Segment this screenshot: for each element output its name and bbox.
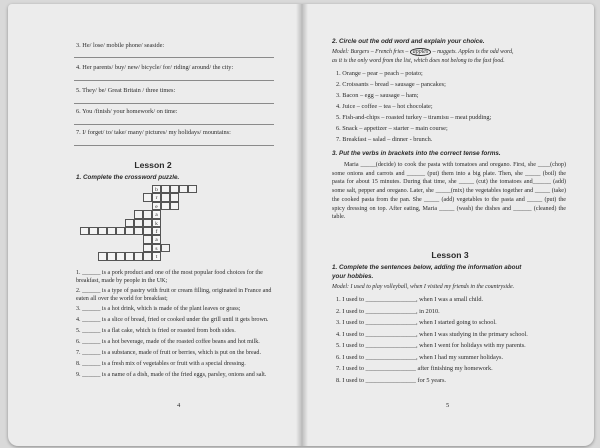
odd-word-model — [332, 48, 514, 56]
tense-instruction: 3. Put the verbs in brackets into the correct tense forms. — [332, 150, 501, 157]
lesson-2-title: Lesson 2 — [134, 160, 172, 170]
odd-item-5: 5. Fish-and-chips – roasted turkey – tiramisu – meat pudding; — [336, 114, 492, 121]
sentence-1 — [336, 296, 483, 303]
crossword-cell — [143, 193, 152, 201]
sentence-blank: ________________ — [363, 307, 416, 315]
crossword-cell — [134, 219, 143, 227]
sentence-4 — [336, 331, 528, 338]
crossword-cell — [161, 193, 170, 201]
sentence-end: , when I started going to school. — [415, 319, 497, 326]
crossword-cell — [188, 185, 197, 193]
sentence-end: , when I had my summer holidays. — [415, 353, 504, 361]
crossword-cell — [170, 202, 179, 210]
prompt-3: 3. He/ lose/ mobile phone/ seaside: — [76, 42, 165, 49]
crossword-key-cell: e — [152, 202, 161, 210]
sentence-blank: ________________ — [363, 330, 416, 338]
crossword-key-cell: a — [152, 210, 161, 218]
crossword-cell — [143, 244, 152, 252]
odd-item-6: 6. Snack – appetizer – starter – main course; — [336, 125, 448, 132]
crossword-cell — [80, 227, 89, 235]
crossword-cell — [134, 252, 143, 260]
sentence-blank: ________________ — [363, 353, 416, 361]
sentence-start: 2. I used to — [336, 307, 364, 315]
crossword-cell — [143, 219, 152, 227]
sentence-5 — [336, 342, 526, 349]
sentence-end: , when I went for holidays with my parents. — [415, 342, 526, 349]
odd-word-instruction: 2. Circle out the odd word and explain your choice. — [332, 38, 485, 45]
crossword-cell — [107, 252, 116, 260]
crossword-cell — [161, 244, 170, 252]
crossword-cell — [143, 252, 152, 260]
page-number-left: 4 — [177, 402, 181, 409]
sentence-end: after finishing my homework. — [415, 365, 493, 372]
crossword-cell — [116, 227, 125, 235]
tense-paragraph: Maria _____(decide) to cook the pasta with tomatoes and oregano. First, she ____(chop) some onions and carrots and ______ (put) them into a big plate. Then, she _____ (boil) the pasta for about 15 minutes. During that time, she _____ (cut) the tomatoes and______ (add) some salt, pepper and oregano. Later, she _____(mix) the vegetables together and _____ (take) the cooked pasta from the pan. She _____ (add) vegetables to the pasta and _____ (put) the spicy dressing on top. After eating, Maria _____ (wash) the dishes and ______ (cleaned) the table. — [332, 162, 566, 221]
model-text: – nuggets. Apples is the odd word, — [432, 49, 514, 55]
circled-word: apples — [410, 48, 431, 56]
crossword-key-cell: r — [152, 193, 161, 201]
sentence-blank: ________________ — [363, 319, 416, 326]
hobbies-instruction-line1: 1. Complete the sentences below, adding the information about — [332, 264, 522, 271]
crossword-cell — [161, 202, 170, 210]
crossword-instruction: 1. Complete the crossword puzzle. — [76, 174, 180, 181]
model-label: Model: — [332, 49, 350, 55]
sentence-start: 5. I used to — [336, 342, 364, 349]
clue-6: 6. ______ is a hot beverage, made of the roasted coffee beans and hot milk. — [76, 339, 260, 345]
sentence-6 — [336, 354, 503, 361]
sentence-2 — [336, 308, 440, 315]
crossword-key-cell: f — [152, 227, 161, 235]
odd-item-3: 3. Bacon – egg – sausage – ham; — [336, 92, 419, 99]
sentence-start: 3. I used to — [336, 319, 364, 326]
crossword-key-cell: a — [152, 235, 161, 243]
crossword-cell — [98, 227, 107, 235]
sentence-blank: ________________ — [363, 296, 416, 303]
sentence-start: 7. I used to — [336, 365, 364, 372]
answer-line — [74, 80, 274, 81]
crossword-cell — [134, 210, 143, 218]
sentence-7 — [336, 365, 493, 372]
odd-item-4: 4. Juice – coffee – tea – hot chocolate; — [336, 103, 433, 110]
page-number-right: 5 — [446, 402, 450, 409]
crossword-cell — [89, 227, 98, 235]
answer-line — [74, 124, 274, 125]
answer-line — [74, 57, 274, 58]
clue-9: 9. ______ is a name of a dish, made of the fried eggs, parsley, onions and salt. — [76, 372, 267, 378]
hobbies-instruction-line2: your hobbies. — [332, 273, 374, 280]
clue-5: 5. ______ is a flat cake, which is fried or roasted from both sides. — [76, 328, 236, 334]
sentence-end: , in 2010. — [415, 307, 440, 315]
sentence-blank: ________________ — [363, 376, 416, 384]
clue-2: 2. ______ is a type of pastry with fruit or cream filling, originated in France and eaten all over the world for breakfast; — [76, 288, 272, 303]
sentence-start: 4. I used to — [336, 330, 364, 338]
clue-4: 4. ______ is a slice of bread, fried or cooked under the grill until it gets brown. — [76, 317, 269, 323]
crossword-key-cell: s — [152, 244, 161, 252]
right-page — [306, 4, 594, 446]
sentence-start: 1. I used to — [336, 296, 364, 303]
prompt-7: 7. I/ forget/ to/ take/ many/ pictures/ my holidays/ mountains: — [76, 129, 231, 136]
sentence-start: 8. I used to — [336, 376, 364, 384]
lesson-3-title: Lesson 3 — [431, 250, 469, 260]
sentence-end: , when I was a small child. — [415, 296, 484, 303]
model-text: Burgers – French fries – — [350, 49, 409, 55]
prompt-6: 6. You /finish/ your homework/ on time: — [76, 108, 178, 115]
crossword-cell — [161, 185, 170, 193]
sentence-end: for 5 years. — [415, 376, 447, 384]
odd-item-7: 7. Breakfast – salad – dinner - brunch. — [336, 136, 433, 143]
crossword-key-cell: t — [152, 252, 161, 260]
odd-item-2: 2. Croissants – bread – sausage – pancakes; — [336, 81, 446, 88]
odd-item-1: 1. Orange – pear – peach – potato; — [336, 70, 423, 77]
hobbies-model: Model: I used to play volleyball, when I visited my friends in the countryside. — [332, 284, 515, 290]
sentence-8 — [336, 377, 446, 384]
crossword-key-cell: k — [152, 219, 161, 227]
crossword-cell — [107, 227, 116, 235]
clue-8: 8. ______ is a fresh mix of vegetables or fruit with a special dressing. — [76, 361, 246, 367]
crossword-cell — [179, 185, 188, 193]
crossword-cell — [125, 227, 134, 235]
clue-1: 1. ______ is a pork product and one of the most popular food choices for the breakfast, made by people in the UK; — [76, 270, 263, 285]
clue-7: 7. ______ is a substance, made of fruit or berries, which is put on the bread. — [76, 350, 261, 356]
sentence-blank: ________________ — [363, 365, 416, 372]
sentence-3 — [336, 319, 497, 326]
crossword-cell — [170, 193, 179, 201]
crossword-cell — [143, 210, 152, 218]
crossword-key-cell: b — [152, 185, 161, 193]
sentence-blank: ________________ — [363, 342, 416, 349]
crossword-cell — [125, 252, 134, 260]
answer-line — [74, 145, 274, 146]
crossword-cell — [170, 185, 179, 193]
crossword-cell — [143, 235, 152, 243]
clue-3: 3. ______ is a hot drink, which is made of the plant leaves or grass; — [76, 306, 241, 312]
crossword-cell — [134, 227, 143, 235]
crossword-cell — [116, 252, 125, 260]
workbook-spread — [8, 4, 594, 446]
prompt-5: 5. They/ be/ Great Britain / three times: — [76, 87, 176, 94]
crossword-cell — [143, 227, 152, 235]
answer-line — [74, 103, 274, 104]
prompt-4: 4. Her parents/ buy/ new/ bicycle/ for/ riding/ around/ the city: — [76, 64, 234, 71]
sentence-end: , when I was studying in the primary school. — [415, 330, 528, 338]
crossword-cell — [98, 252, 107, 260]
left-page — [8, 4, 298, 446]
crossword-cell — [125, 219, 134, 227]
odd-word-model-line2: as it is the only word from the list, which does not belong to the fast food. — [332, 58, 505, 64]
sentence-start: 6. I used to — [336, 353, 364, 361]
